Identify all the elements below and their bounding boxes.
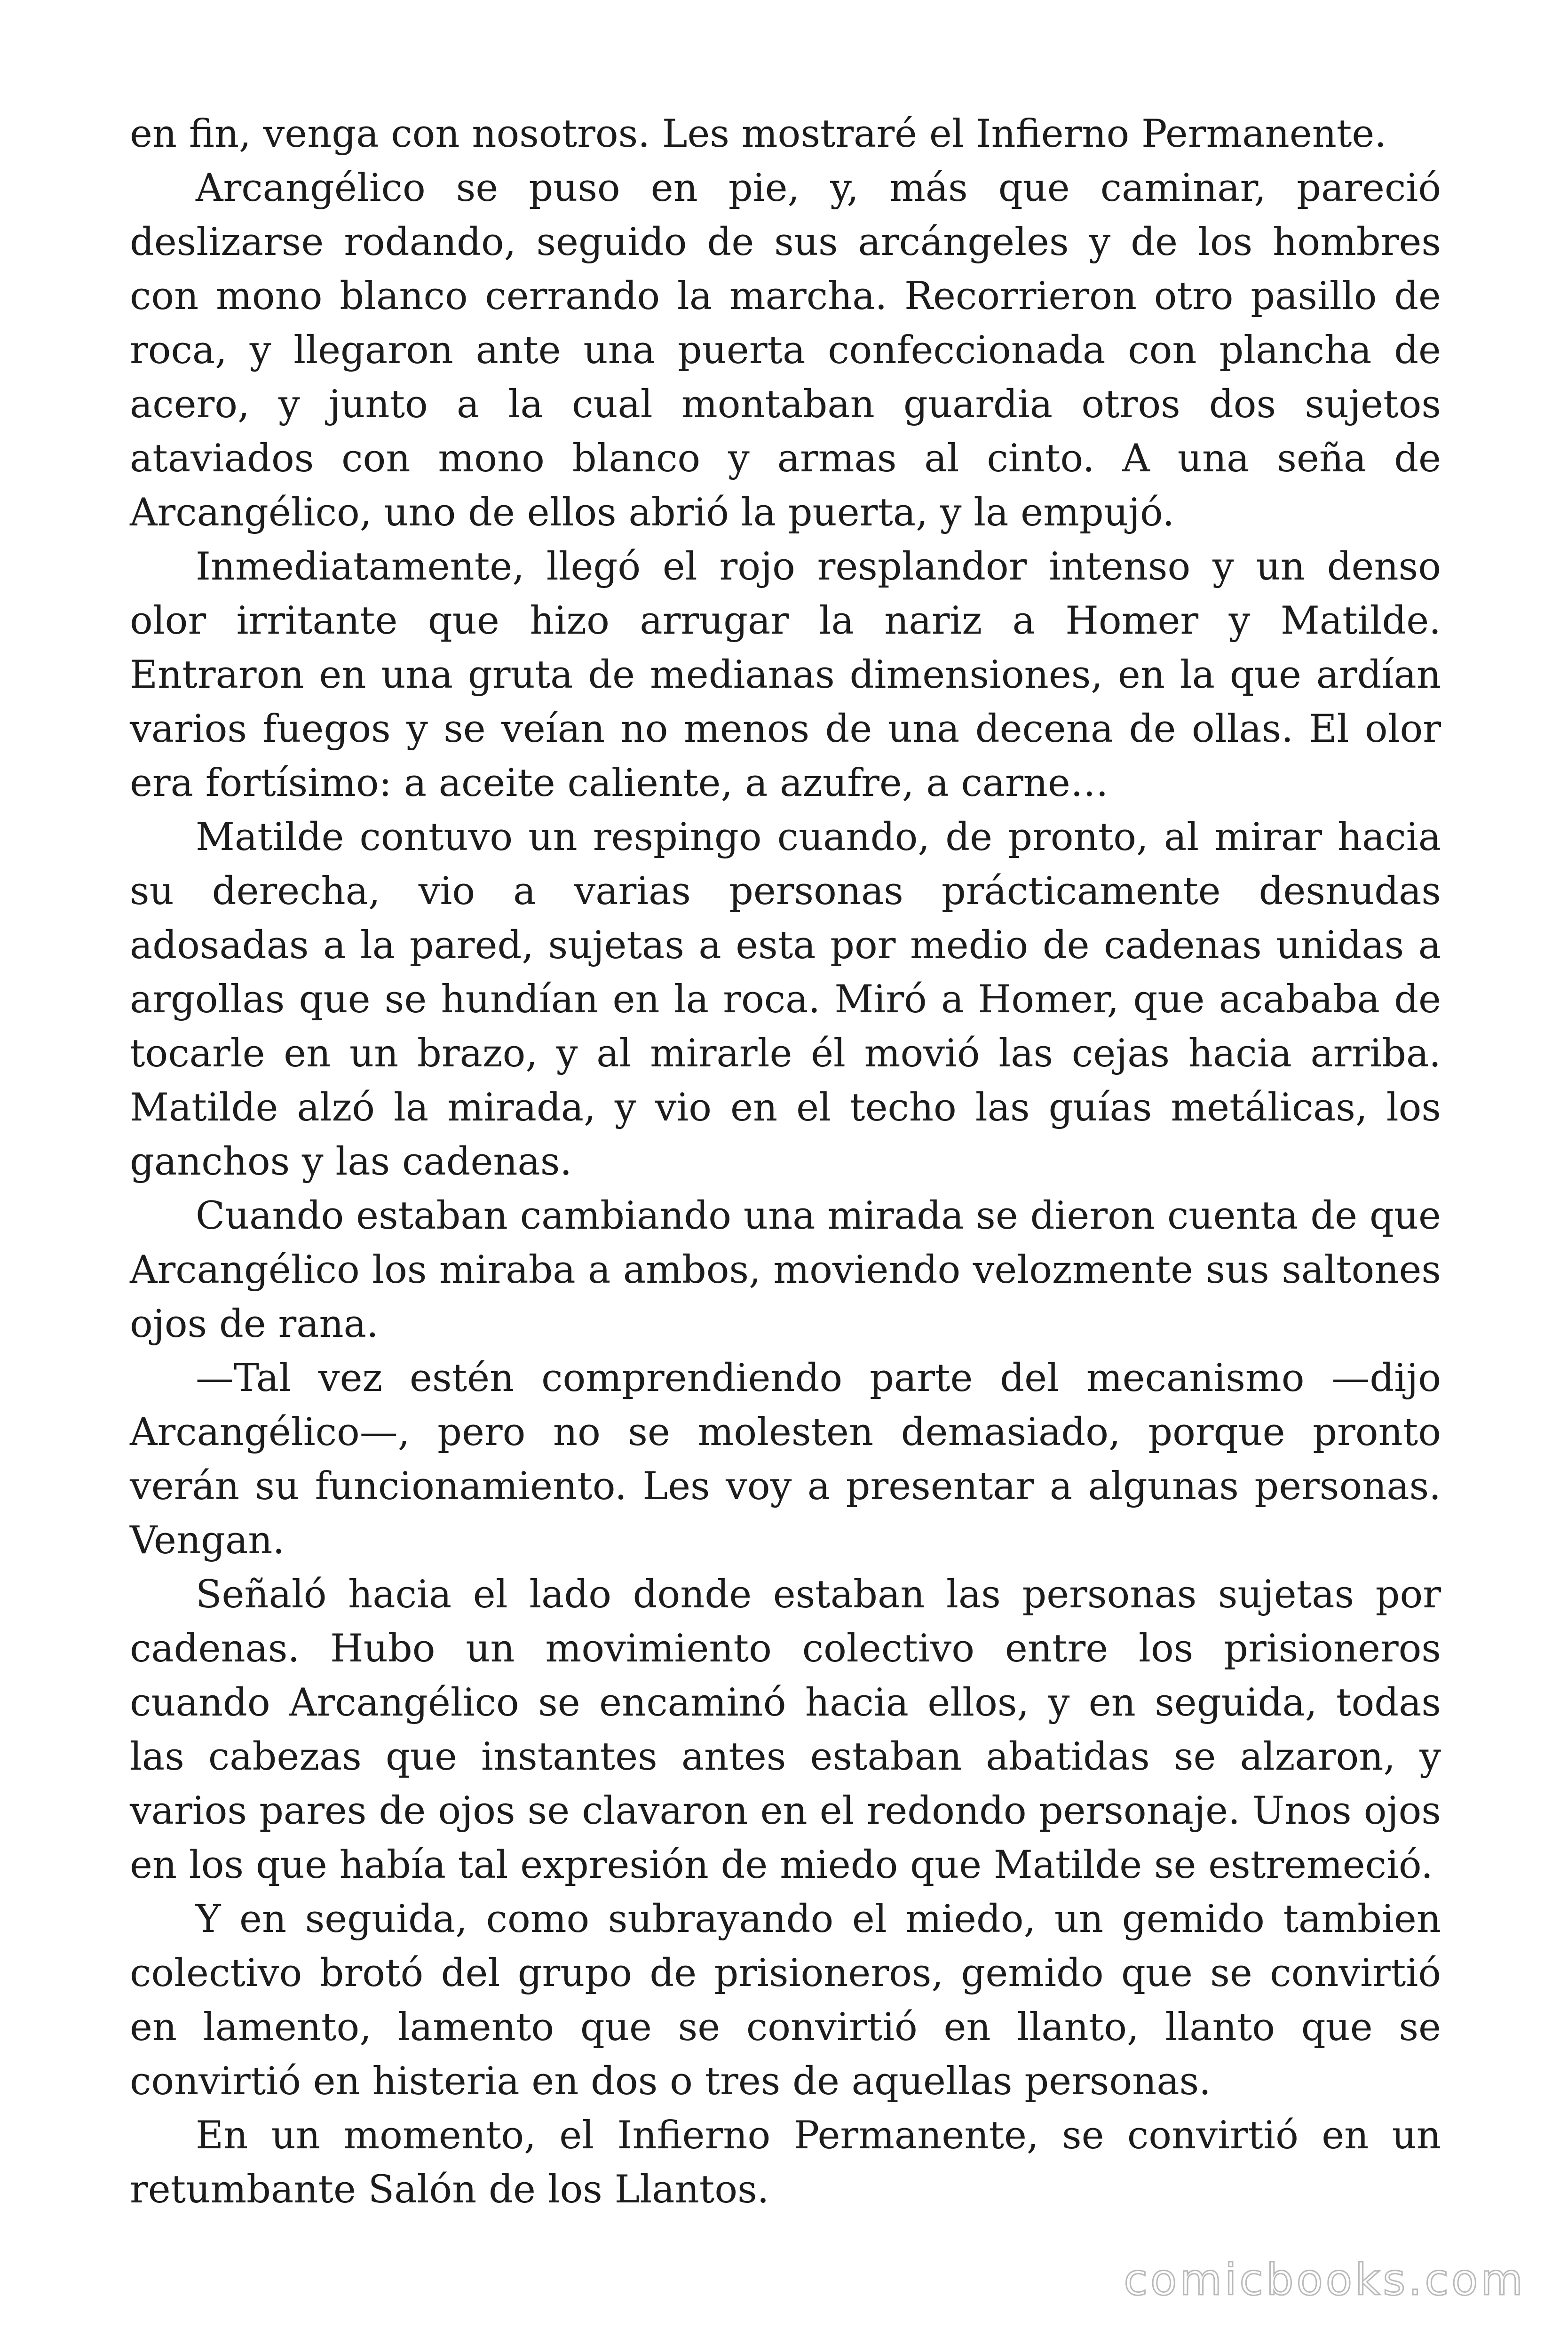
watermark: comicbooks.com [1124,2255,1526,2305]
paragraph-2: Arcangélico se puso en pie, y, más que caminar, pareció deslizarse rodando, seguido de sus arcángeles y de los hombres con mono blanco cerrando la marcha. Recorrieron otro pasillo de roca, y llegaron ante una puerta confeccionada con plancha de acero, y junto a la cual montaban guardia otros dos sujetos ataviados con mono blanco y armas al cinto. A una seña de Arcangélico, uno de ellos abrió la puerta, y la empujó. [130,166,1441,535]
page-body [130,107,1441,2217]
paragraph-8: Y en seguida, como subrayando el miedo, un gemido tambien colectivo brotó del grupo de prisioneros, gemido que se convirtió en lamento, lamento que se convirtió en llanto, llanto que se convirtió en histeria en dos o tres de aquellas personas. [130,1897,1441,2104]
paragraph-6: —Tal vez estén comprendiendo parte del mecanismo —dijo Arcangélico—, pero no se molesten demasiado, porque pronto verán su funcionamiento. Les voy a presentar a algunas personas. Vengan. [130,1356,1441,1563]
paragraph-7: Señaló hacia el lado donde estaban las personas sujetas por cadenas. Hubo un movimiento colectivo entre los prisioneros cuando Arcangélico se encaminó hacia ellos, y en seguida, todas las cabezas que instantes antes estaban abatidas se alzaron, y varios pares de ojos se clavaron en el redondo personaje. Unos ojos en los que había tal expresión de miedo que Matilde se estremeció. [130,1573,1441,1887]
paragraph-5: Cuando estaban cambiando una mirada se dieron cuenta de que Arcangélico los miraba a ambos, moviendo velozmente sus saltones ojos de rana. [130,1194,1441,1346]
paragraph-4: Matilde contuvo un respingo cuando, de pronto, al mirar hacia su derecha, vio a varias personas prácticamente desnudas adosadas a la pared, sujetas a esta por medio de cadenas unidas a argollas que se hundían en la roca. Miró a Homer, que acababa de tocarle en un brazo, y al mirarle él movió las cejas hacia arriba. Matilde alzó la mirada, y vio en el techo las guías metálicas, los ganchos y las cadenas. [130,815,1441,1184]
paragraph-3: Inmediatamente, llegó el rojo resplandor intenso y un denso olor irritante que hizo arrugar la nariz a Homer y Matilde. Entraron en una gruta de medianas dimensiones, en la que ardían varios fuegos y se veían no menos de una decena de ollas. El olor era fortísimo: a aceite caliente, a azufre, a carne… [130,545,1441,805]
paragraph-1: en fin, venga con nosotros. Les mostraré el Infierno Permanente. [130,112,1387,156]
paragraph-9: En un momento, el Infierno Permanente, se convirtió en un retumbante Salón de los Llantos. [130,2114,1441,2212]
